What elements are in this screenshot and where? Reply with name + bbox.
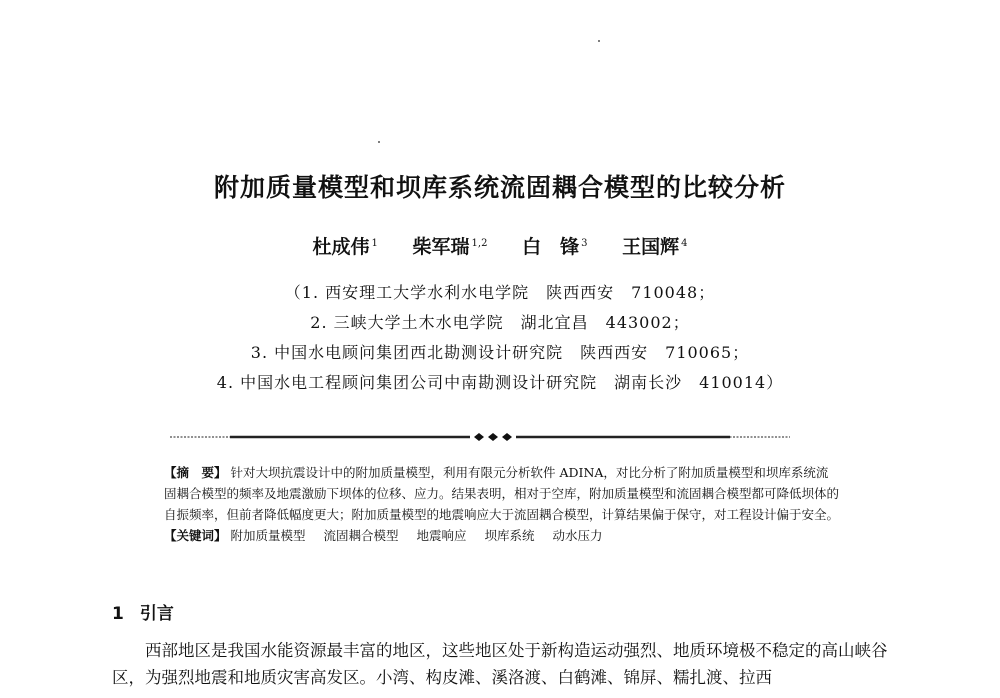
keyword: 动水压力 [552, 528, 603, 543]
affiliation: 4. 中国水电工程顾问集团公司中南勘测设计研究院 湖南长沙 410014） [216, 373, 784, 392]
section-title: 引言 [139, 604, 174, 624]
author-list [0, 232, 1000, 259]
affiliation: 2. 三峡大学土木水电学院 湖北宜昌 443002； [310, 313, 690, 332]
speck [598, 40, 600, 42]
section-number: 1 [112, 604, 124, 624]
author: 杜成伟 $^1$ [312, 236, 378, 258]
keywords-label: 【关键词】 [164, 528, 227, 543]
keyword: 地震响应 [416, 528, 467, 543]
author: 柴军瑞 $^{1,2}$ [412, 236, 488, 258]
abstract-block [164, 462, 840, 546]
keyword: 流固耦合模型 [323, 528, 399, 543]
keyword: 坝库系统 [484, 528, 535, 543]
paper-title: 附加质量模型和坝库系统流固耦合模型的比较分析 [213, 173, 786, 202]
abstract-text: 针对大坝抗震设计中的附加质量模型，利用有限元分析软件 ADINA，对比分析了附加质量模型和坝库系统流固耦合模型的频率及地震激励下坝体的位移、应力。结果表明，相对于空库，附加质量模型和流固耦合模型都可降低坝体的自振频率，但前者降低幅度更大；附加质量模型的地震响应大于流固耦合模型，计算结果偏于保守，对工程设计偏于安全。 [164, 465, 840, 522]
abstract [164, 462, 840, 525]
keywords [164, 525, 840, 546]
keyword: 附加质量模型 [230, 528, 306, 543]
ornamental-divider [170, 431, 790, 443]
paragraph-text: 西部地区是我国水能资源最丰富的地区，这些地区处于新构造运动强烈、地质环境极不稳定的高山峡谷区，为强烈地震和地质灾害高发区。小湾、构皮滩、溪洛渡、白鹤滩、锦屏、糯扎渡、拉西 [112, 641, 888, 687]
author: 王国辉 $^4$ [622, 236, 688, 258]
speck [378, 141, 380, 143]
affiliation: 3. 中国水电顾问集团西北勘测设计研究院 陕西西安 710065； [250, 343, 750, 362]
author: 白 锋 $^3$ [522, 236, 588, 258]
affiliation: （1. 西安理工大学水利水电学院 陕西西安 710048； [284, 283, 716, 302]
abstract-label: 【摘 要】 [164, 465, 227, 480]
body-paragraph [112, 637, 898, 691]
section-heading [112, 599, 174, 624]
